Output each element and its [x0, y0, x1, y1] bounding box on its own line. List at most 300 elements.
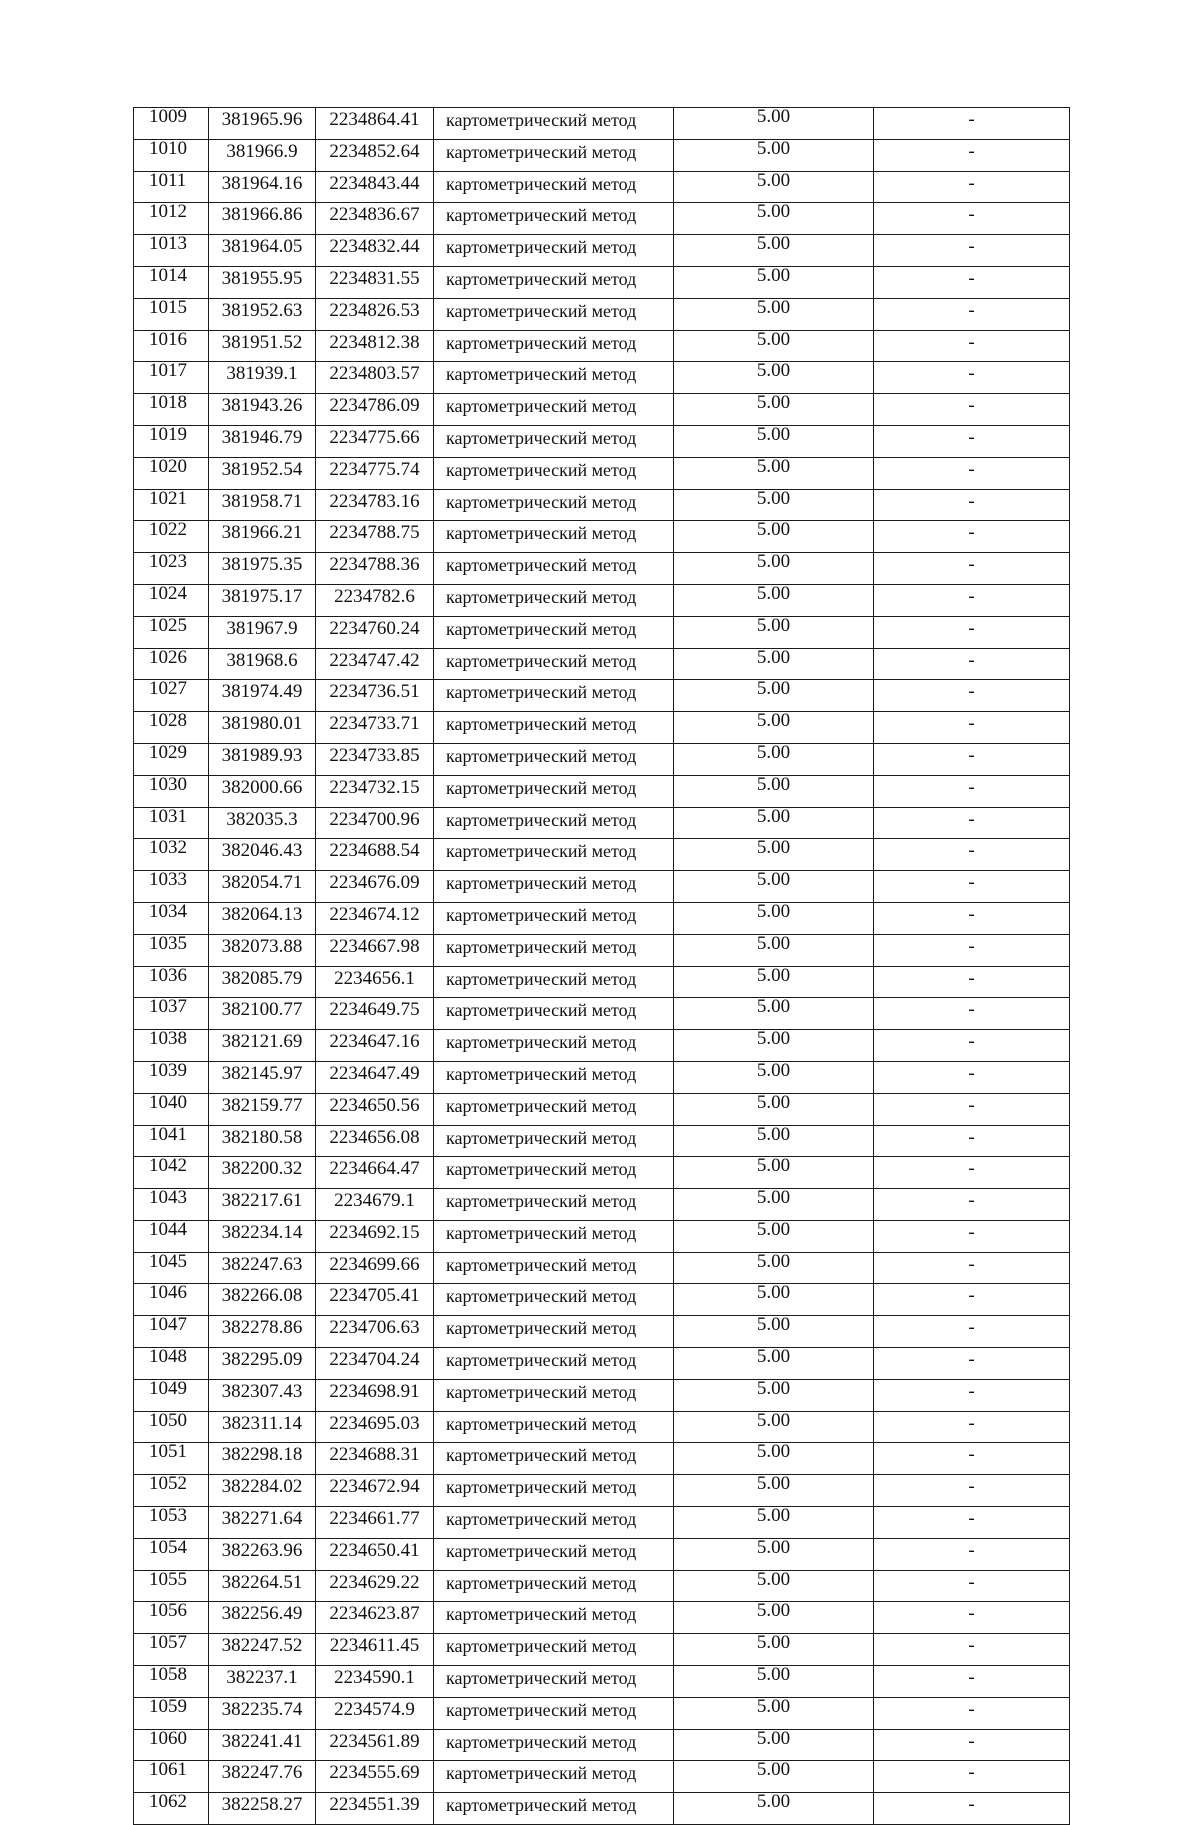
note-cell: -: [874, 1411, 1070, 1443]
point-number-cell: 1032: [134, 839, 209, 871]
method-cell: картометрический метод: [434, 1348, 674, 1380]
table-row: [134, 712, 1070, 744]
y-coordinate-cell: 2234674.12: [316, 902, 434, 934]
method-cell: картометрический метод: [434, 807, 674, 839]
y-coordinate-cell: 2234590.1: [316, 1666, 434, 1698]
y-coordinate-cell: 2234688.31: [316, 1443, 434, 1475]
method-cell: картометрический метод: [434, 1411, 674, 1443]
accuracy-cell: 5.00: [674, 171, 874, 203]
point-number-cell: 1030: [134, 775, 209, 807]
point-number-cell: 1027: [134, 680, 209, 712]
note-cell: -: [874, 1093, 1070, 1125]
point-number-cell: 1050: [134, 1411, 209, 1443]
point-number-cell: 1047: [134, 1316, 209, 1348]
x-coordinate-cell: 381955.95: [209, 266, 316, 298]
method-cell: картометрический метод: [434, 1570, 674, 1602]
method-cell: картометрический метод: [434, 871, 674, 903]
table-row: [134, 839, 1070, 871]
note-cell: -: [874, 1507, 1070, 1539]
x-coordinate-cell: 382307.43: [209, 1379, 316, 1411]
x-coordinate-cell: 382159.77: [209, 1093, 316, 1125]
point-number-cell: 1020: [134, 457, 209, 489]
point-number-cell: 1058: [134, 1666, 209, 1698]
accuracy-cell: 5.00: [674, 743, 874, 775]
table-row: [134, 298, 1070, 330]
x-coordinate-cell: 381966.86: [209, 203, 316, 235]
y-coordinate-cell: 2234775.66: [316, 425, 434, 457]
method-cell: картометрический метод: [434, 235, 674, 267]
point-number-cell: 1037: [134, 998, 209, 1030]
point-number-cell: 1016: [134, 330, 209, 362]
table-row: [134, 1348, 1070, 1380]
y-coordinate-cell: 2234705.41: [316, 1284, 434, 1316]
x-coordinate-cell: 382217.61: [209, 1189, 316, 1221]
accuracy-cell: 5.00: [674, 1220, 874, 1252]
x-coordinate-cell: 381968.6: [209, 648, 316, 680]
x-coordinate-cell: 381967.9: [209, 616, 316, 648]
y-coordinate-cell: 2234831.55: [316, 266, 434, 298]
x-coordinate-cell: 381966.9: [209, 139, 316, 171]
table-row: [134, 1666, 1070, 1698]
note-cell: -: [874, 298, 1070, 330]
table-row: [134, 553, 1070, 585]
method-cell: картометрический метод: [434, 489, 674, 521]
note-cell: -: [874, 1284, 1070, 1316]
y-coordinate-cell: 2234783.16: [316, 489, 434, 521]
y-coordinate-cell: 2234706.63: [316, 1316, 434, 1348]
note-cell: -: [874, 1316, 1070, 1348]
y-coordinate-cell: 2234656.1: [316, 966, 434, 998]
note-cell: -: [874, 1475, 1070, 1507]
table-row: [134, 139, 1070, 171]
point-number-cell: 1019: [134, 425, 209, 457]
table-row: [134, 1443, 1070, 1475]
y-coordinate-cell: 2234698.91: [316, 1379, 434, 1411]
note-cell: -: [874, 553, 1070, 585]
table-row: [134, 521, 1070, 553]
point-number-cell: 1021: [134, 489, 209, 521]
accuracy-cell: 5.00: [674, 1411, 874, 1443]
accuracy-cell: 5.00: [674, 1125, 874, 1157]
point-number-cell: 1015: [134, 298, 209, 330]
x-coordinate-cell: 382311.14: [209, 1411, 316, 1443]
table-row: [134, 807, 1070, 839]
note-cell: -: [874, 1379, 1070, 1411]
method-cell: картометрический метод: [434, 394, 674, 426]
accuracy-cell: 5.00: [674, 1189, 874, 1221]
accuracy-cell: 5.00: [674, 871, 874, 903]
method-cell: картометрический метод: [434, 330, 674, 362]
y-coordinate-cell: 2234812.38: [316, 330, 434, 362]
accuracy-cell: 5.00: [674, 1157, 874, 1189]
y-coordinate-cell: 2234629.22: [316, 1570, 434, 1602]
method-cell: картометрический метод: [434, 966, 674, 998]
x-coordinate-cell: 382284.02: [209, 1475, 316, 1507]
x-coordinate-cell: 382271.64: [209, 1507, 316, 1539]
table-row: [134, 1061, 1070, 1093]
table-row: [134, 1030, 1070, 1062]
y-coordinate-cell: 2234803.57: [316, 362, 434, 394]
point-number-cell: 1048: [134, 1348, 209, 1380]
table-row: [134, 457, 1070, 489]
method-cell: картометрический метод: [434, 1252, 674, 1284]
note-cell: -: [874, 998, 1070, 1030]
x-coordinate-cell: 382247.76: [209, 1761, 316, 1793]
y-coordinate-cell: 2234864.41: [316, 108, 434, 140]
y-coordinate-cell: 2234649.75: [316, 998, 434, 1030]
note-cell: -: [874, 394, 1070, 426]
method-cell: картометрический метод: [434, 1666, 674, 1698]
table-row: [134, 362, 1070, 394]
note-cell: -: [874, 1634, 1070, 1666]
point-number-cell: 1009: [134, 108, 209, 140]
accuracy-cell: 5.00: [674, 521, 874, 553]
y-coordinate-cell: 2234852.64: [316, 139, 434, 171]
table-row: [134, 1761, 1070, 1793]
table-row: [134, 425, 1070, 457]
point-number-cell: 1026: [134, 648, 209, 680]
note-cell: -: [874, 1061, 1070, 1093]
point-number-cell: 1045: [134, 1252, 209, 1284]
note-cell: -: [874, 1443, 1070, 1475]
method-cell: картометрический метод: [434, 171, 674, 203]
table-row: [134, 1729, 1070, 1761]
point-number-cell: 1024: [134, 584, 209, 616]
method-cell: картометрический метод: [434, 1538, 674, 1570]
accuracy-cell: 5.00: [674, 330, 874, 362]
note-cell: -: [874, 1793, 1070, 1825]
accuracy-cell: 5.00: [674, 1379, 874, 1411]
table-row: [134, 489, 1070, 521]
note-cell: -: [874, 1697, 1070, 1729]
accuracy-cell: 5.00: [674, 648, 874, 680]
x-coordinate-cell: 382266.08: [209, 1284, 316, 1316]
table-row: [134, 1316, 1070, 1348]
accuracy-cell: 5.00: [674, 235, 874, 267]
table-row: [134, 1570, 1070, 1602]
note-cell: -: [874, 1538, 1070, 1570]
x-coordinate-cell: 381952.63: [209, 298, 316, 330]
table-row: [134, 680, 1070, 712]
point-number-cell: 1029: [134, 743, 209, 775]
x-coordinate-cell: 382064.13: [209, 902, 316, 934]
method-cell: картометрический метод: [434, 425, 674, 457]
note-cell: -: [874, 743, 1070, 775]
x-coordinate-cell: 382237.1: [209, 1666, 316, 1698]
note-cell: -: [874, 362, 1070, 394]
accuracy-cell: 5.00: [674, 457, 874, 489]
table-row: [134, 1157, 1070, 1189]
point-number-cell: 1042: [134, 1157, 209, 1189]
point-number-cell: 1057: [134, 1634, 209, 1666]
accuracy-cell: 5.00: [674, 712, 874, 744]
method-cell: картометрический метод: [434, 775, 674, 807]
y-coordinate-cell: 2234733.71: [316, 712, 434, 744]
table-row: [134, 1634, 1070, 1666]
method-cell: картометрический метод: [434, 584, 674, 616]
y-coordinate-cell: 2234782.6: [316, 584, 434, 616]
note-cell: -: [874, 108, 1070, 140]
note-cell: -: [874, 648, 1070, 680]
note-cell: -: [874, 1252, 1070, 1284]
accuracy-cell: 5.00: [674, 998, 874, 1030]
method-cell: картометрический метод: [434, 680, 674, 712]
x-coordinate-cell: 382180.58: [209, 1125, 316, 1157]
note-cell: -: [874, 1125, 1070, 1157]
x-coordinate-cell: 381952.54: [209, 457, 316, 489]
accuracy-cell: 5.00: [674, 1666, 874, 1698]
method-cell: картометрический метод: [434, 1061, 674, 1093]
accuracy-cell: 5.00: [674, 839, 874, 871]
y-coordinate-cell: 2234623.87: [316, 1602, 434, 1634]
method-cell: картометрический метод: [434, 1316, 674, 1348]
note-cell: -: [874, 425, 1070, 457]
y-coordinate-cell: 2234732.15: [316, 775, 434, 807]
x-coordinate-cell: 382264.51: [209, 1570, 316, 1602]
x-coordinate-cell: 381974.49: [209, 680, 316, 712]
x-coordinate-cell: 382035.3: [209, 807, 316, 839]
accuracy-cell: 5.00: [674, 1697, 874, 1729]
note-cell: -: [874, 1602, 1070, 1634]
y-coordinate-cell: 2234661.77: [316, 1507, 434, 1539]
table-row: [134, 775, 1070, 807]
note-cell: -: [874, 616, 1070, 648]
method-cell: картометрический метод: [434, 1697, 674, 1729]
note-cell: -: [874, 489, 1070, 521]
method-cell: картометрический метод: [434, 1093, 674, 1125]
point-number-cell: 1014: [134, 266, 209, 298]
note-cell: -: [874, 966, 1070, 998]
x-coordinate-cell: 382046.43: [209, 839, 316, 871]
method-cell: картометрический метод: [434, 998, 674, 1030]
y-coordinate-cell: 2234667.98: [316, 934, 434, 966]
accuracy-cell: 5.00: [674, 1634, 874, 1666]
table-row: [134, 902, 1070, 934]
accuracy-cell: 5.00: [674, 266, 874, 298]
method-cell: картометрический метод: [434, 1793, 674, 1825]
table-row: [134, 108, 1070, 140]
method-cell: картометрический метод: [434, 743, 674, 775]
table-row: [134, 743, 1070, 775]
y-coordinate-cell: 2234760.24: [316, 616, 434, 648]
table-row: [134, 871, 1070, 903]
y-coordinate-cell: 2234747.42: [316, 648, 434, 680]
y-coordinate-cell: 2234664.47: [316, 1157, 434, 1189]
point-number-cell: 1017: [134, 362, 209, 394]
point-number-cell: 1022: [134, 521, 209, 553]
y-coordinate-cell: 2234788.36: [316, 553, 434, 585]
accuracy-cell: 5.00: [674, 1475, 874, 1507]
accuracy-cell: 5.00: [674, 966, 874, 998]
accuracy-cell: 5.00: [674, 680, 874, 712]
coordinates-table: [133, 107, 1070, 1825]
point-number-cell: 1018: [134, 394, 209, 426]
point-number-cell: 1062: [134, 1793, 209, 1825]
method-cell: картометрический метод: [434, 203, 674, 235]
point-number-cell: 1054: [134, 1538, 209, 1570]
note-cell: -: [874, 1666, 1070, 1698]
method-cell: картометрический метод: [434, 553, 674, 585]
x-coordinate-cell: 381943.26: [209, 394, 316, 426]
accuracy-cell: 5.00: [674, 1348, 874, 1380]
accuracy-cell: 5.00: [674, 298, 874, 330]
table-row: [134, 330, 1070, 362]
note-cell: -: [874, 235, 1070, 267]
method-cell: картометрический метод: [434, 1507, 674, 1539]
point-number-cell: 1051: [134, 1443, 209, 1475]
note-cell: -: [874, 775, 1070, 807]
x-coordinate-cell: 382247.52: [209, 1634, 316, 1666]
method-cell: картометрический метод: [434, 1761, 674, 1793]
accuracy-cell: 5.00: [674, 139, 874, 171]
point-number-cell: 1035: [134, 934, 209, 966]
x-coordinate-cell: 382235.74: [209, 1697, 316, 1729]
point-number-cell: 1053: [134, 1507, 209, 1539]
accuracy-cell: 5.00: [674, 108, 874, 140]
y-coordinate-cell: 2234656.08: [316, 1125, 434, 1157]
y-coordinate-cell: 2234775.74: [316, 457, 434, 489]
accuracy-cell: 5.00: [674, 489, 874, 521]
x-coordinate-cell: 381965.96: [209, 108, 316, 140]
note-cell: -: [874, 1189, 1070, 1221]
accuracy-cell: 5.00: [674, 775, 874, 807]
y-coordinate-cell: 2234650.56: [316, 1093, 434, 1125]
note-cell: -: [874, 1157, 1070, 1189]
y-coordinate-cell: 2234695.03: [316, 1411, 434, 1443]
point-number-cell: 1052: [134, 1475, 209, 1507]
x-coordinate-cell: 382085.79: [209, 966, 316, 998]
note-cell: -: [874, 584, 1070, 616]
accuracy-cell: 5.00: [674, 1093, 874, 1125]
x-coordinate-cell: 382000.66: [209, 775, 316, 807]
table-row: [134, 1602, 1070, 1634]
x-coordinate-cell: 381951.52: [209, 330, 316, 362]
x-coordinate-cell: 382258.27: [209, 1793, 316, 1825]
point-number-cell: 1013: [134, 235, 209, 267]
x-coordinate-cell: 381939.1: [209, 362, 316, 394]
table-row: [134, 1475, 1070, 1507]
table-row: [134, 1220, 1070, 1252]
accuracy-cell: 5.00: [674, 1761, 874, 1793]
x-coordinate-cell: 381980.01: [209, 712, 316, 744]
table-row: [134, 266, 1070, 298]
point-number-cell: 1010: [134, 139, 209, 171]
x-coordinate-cell: 382247.63: [209, 1252, 316, 1284]
note-cell: -: [874, 712, 1070, 744]
method-cell: картометрический метод: [434, 1443, 674, 1475]
accuracy-cell: 5.00: [674, 616, 874, 648]
x-coordinate-cell: 382145.97: [209, 1061, 316, 1093]
x-coordinate-cell: 382256.49: [209, 1602, 316, 1634]
point-number-cell: 1060: [134, 1729, 209, 1761]
method-cell: картометрический метод: [434, 1634, 674, 1666]
note-cell: -: [874, 871, 1070, 903]
accuracy-cell: 5.00: [674, 1729, 874, 1761]
table-row: [134, 1125, 1070, 1157]
accuracy-cell: 5.00: [674, 1507, 874, 1539]
note-cell: -: [874, 171, 1070, 203]
y-coordinate-cell: 2234843.44: [316, 171, 434, 203]
table-row: [134, 934, 1070, 966]
table-row: [134, 235, 1070, 267]
method-cell: картометрический метод: [434, 839, 674, 871]
accuracy-cell: 5.00: [674, 1284, 874, 1316]
point-number-cell: 1023: [134, 553, 209, 585]
method-cell: картометрический метод: [434, 1602, 674, 1634]
y-coordinate-cell: 2234788.75: [316, 521, 434, 553]
table-row: [134, 1093, 1070, 1125]
y-coordinate-cell: 2234555.69: [316, 1761, 434, 1793]
y-coordinate-cell: 2234700.96: [316, 807, 434, 839]
table-body: [134, 108, 1070, 1825]
point-number-cell: 1044: [134, 1220, 209, 1252]
table-row: [134, 1793, 1070, 1825]
y-coordinate-cell: 2234650.41: [316, 1538, 434, 1570]
x-coordinate-cell: 381966.21: [209, 521, 316, 553]
y-coordinate-cell: 2234561.89: [316, 1729, 434, 1761]
table-row: [134, 1411, 1070, 1443]
note-cell: -: [874, 139, 1070, 171]
table-row: [134, 1697, 1070, 1729]
y-coordinate-cell: 2234676.09: [316, 871, 434, 903]
y-coordinate-cell: 2234826.53: [316, 298, 434, 330]
x-coordinate-cell: 381946.79: [209, 425, 316, 457]
method-cell: картометрический метод: [434, 1157, 674, 1189]
method-cell: картометрический метод: [434, 1475, 674, 1507]
y-coordinate-cell: 2234832.44: [316, 235, 434, 267]
point-number-cell: 1038: [134, 1030, 209, 1062]
note-cell: -: [874, 1729, 1070, 1761]
y-coordinate-cell: 2234699.66: [316, 1252, 434, 1284]
point-number-cell: 1043: [134, 1189, 209, 1221]
accuracy-cell: 5.00: [674, 362, 874, 394]
y-coordinate-cell: 2234692.15: [316, 1220, 434, 1252]
accuracy-cell: 5.00: [674, 934, 874, 966]
point-number-cell: 1041: [134, 1125, 209, 1157]
y-coordinate-cell: 2234672.94: [316, 1475, 434, 1507]
method-cell: картометрический метод: [434, 1284, 674, 1316]
y-coordinate-cell: 2234733.85: [316, 743, 434, 775]
table-row: [134, 1379, 1070, 1411]
y-coordinate-cell: 2234551.39: [316, 1793, 434, 1825]
point-number-cell: 1025: [134, 616, 209, 648]
x-coordinate-cell: 381989.93: [209, 743, 316, 775]
note-cell: -: [874, 902, 1070, 934]
accuracy-cell: 5.00: [674, 584, 874, 616]
point-number-cell: 1046: [134, 1284, 209, 1316]
point-number-cell: 1055: [134, 1570, 209, 1602]
method-cell: картометрический метод: [434, 1379, 674, 1411]
table-row: [134, 1538, 1070, 1570]
accuracy-cell: 5.00: [674, 394, 874, 426]
note-cell: -: [874, 1570, 1070, 1602]
method-cell: картометрический метод: [434, 457, 674, 489]
point-number-cell: 1028: [134, 712, 209, 744]
y-coordinate-cell: 2234688.54: [316, 839, 434, 871]
method-cell: картометрический метод: [434, 298, 674, 330]
method-cell: картометрический метод: [434, 1220, 674, 1252]
x-coordinate-cell: 382295.09: [209, 1348, 316, 1380]
point-number-cell: 1061: [134, 1761, 209, 1793]
x-coordinate-cell: 382200.32: [209, 1157, 316, 1189]
point-number-cell: 1036: [134, 966, 209, 998]
x-coordinate-cell: 382263.96: [209, 1538, 316, 1570]
method-cell: картометрический метод: [434, 266, 674, 298]
point-number-cell: 1034: [134, 902, 209, 934]
accuracy-cell: 5.00: [674, 1252, 874, 1284]
point-number-cell: 1040: [134, 1093, 209, 1125]
method-cell: картометрический метод: [434, 1030, 674, 1062]
